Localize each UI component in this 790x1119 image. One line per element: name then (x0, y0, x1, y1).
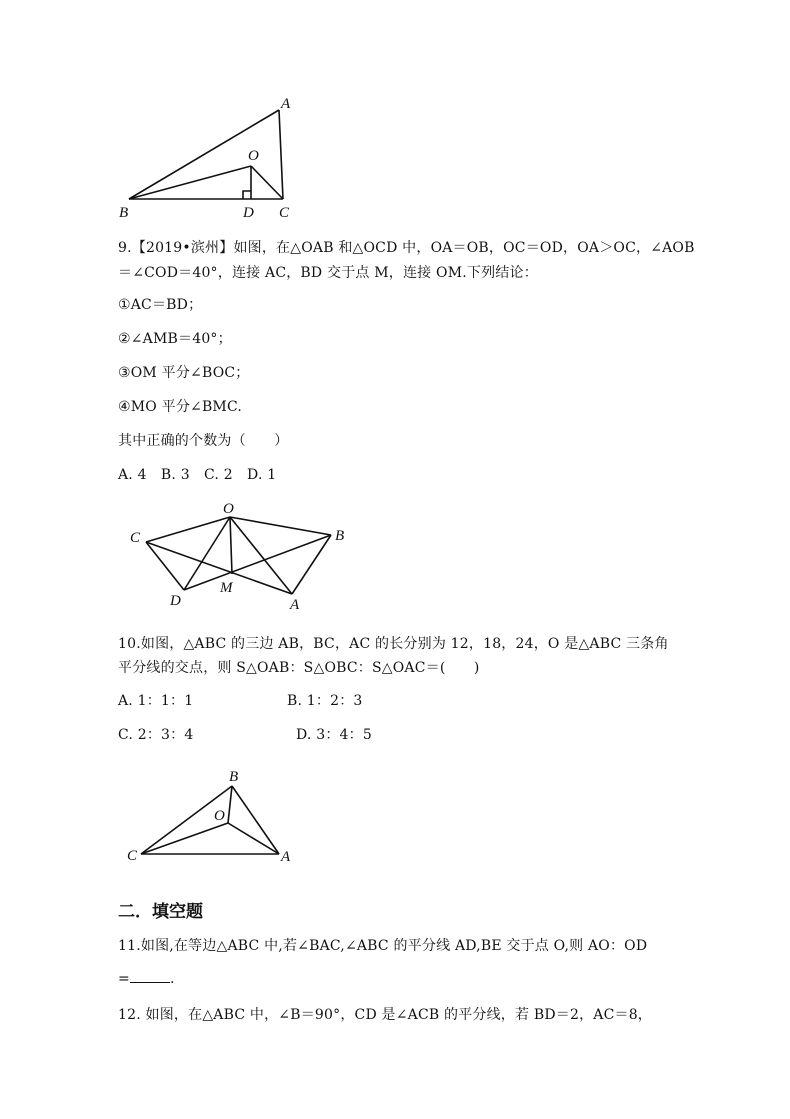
q9-conclusion-3: ③OM 平分∠BOC； (118, 365, 250, 381)
q9-conclusion-4: ④MO 平分∠BMC. (118, 399, 243, 415)
label-d: D (170, 593, 181, 609)
segment-oa (228, 823, 279, 854)
label-c: C (130, 530, 141, 546)
label-o: O (248, 148, 259, 164)
label-a: A (290, 597, 300, 613)
label-c: C (127, 848, 138, 864)
q11-period: . (169, 971, 175, 987)
q9-stem-line1: 9.【2019•滨州】如图，在△OAB 和△OCD 中，OA＝OB，OC＝OD，OA＞OC，∠AOB (118, 240, 695, 256)
label-c: C (279, 205, 290, 221)
answer-blank[interactable] (130, 970, 170, 983)
segment-ob (228, 786, 232, 823)
q10-option-c: C. 2：3：4 (118, 727, 194, 743)
label-d: D (243, 205, 254, 221)
q9-options: A. 4 B. 3 C. 2 D. 1 (118, 467, 277, 483)
label-o: O (214, 808, 225, 824)
section-heading: 二．填空题 (118, 902, 203, 922)
label-b: B (119, 205, 129, 221)
q12-stem-line1: 12. 如图，在△ABC 中，∠B＝90°，CD 是∠ACB 的平分线，若 BD＝2，AC＝8， (118, 1007, 653, 1023)
label-m: M (220, 580, 233, 596)
q10-stem-line1: 10.如图，△ABC 的三边 AB，BC，AC 的长分别为 12，18，24，O 是△ABC 三条角 (118, 636, 669, 652)
segment-oc (141, 823, 228, 854)
q10-option-a: A. 1：1：1 (118, 693, 194, 709)
label-b: B (229, 769, 239, 785)
q10-stem-line2: 平分线的交点，则 S△OAB：S△OBC：S△OAC＝( ) (118, 660, 480, 676)
q10-option-d: D. 3：4：5 (296, 727, 372, 743)
q10-option-b: B. 1：2：3 (287, 693, 363, 709)
q11-equals: = (118, 971, 130, 987)
label-o: O (223, 501, 234, 517)
label-a: A (281, 849, 291, 865)
label-a: A (281, 96, 291, 112)
q11-answer-line (118, 970, 175, 987)
q9-question: 其中正确的个数为（ ） (118, 433, 289, 449)
label-b: B (335, 528, 345, 544)
q9-stem-line2: ＝∠COD＝40°，连接 AC，BD 交于点 M，连接 OM.下列结论： (118, 265, 538, 281)
segment-ba (232, 786, 279, 854)
q9-conclusion-1: ①AC＝BD； (118, 297, 203, 313)
q9-conclusion-2: ②∠AMB＝40°； (118, 331, 232, 347)
q11-stem-line1: 11.如图,在等边△ABC 中,若∠BAC,∠ABC 的平分线 AD,BE 交于点 O,则 AO：OD (118, 938, 648, 954)
